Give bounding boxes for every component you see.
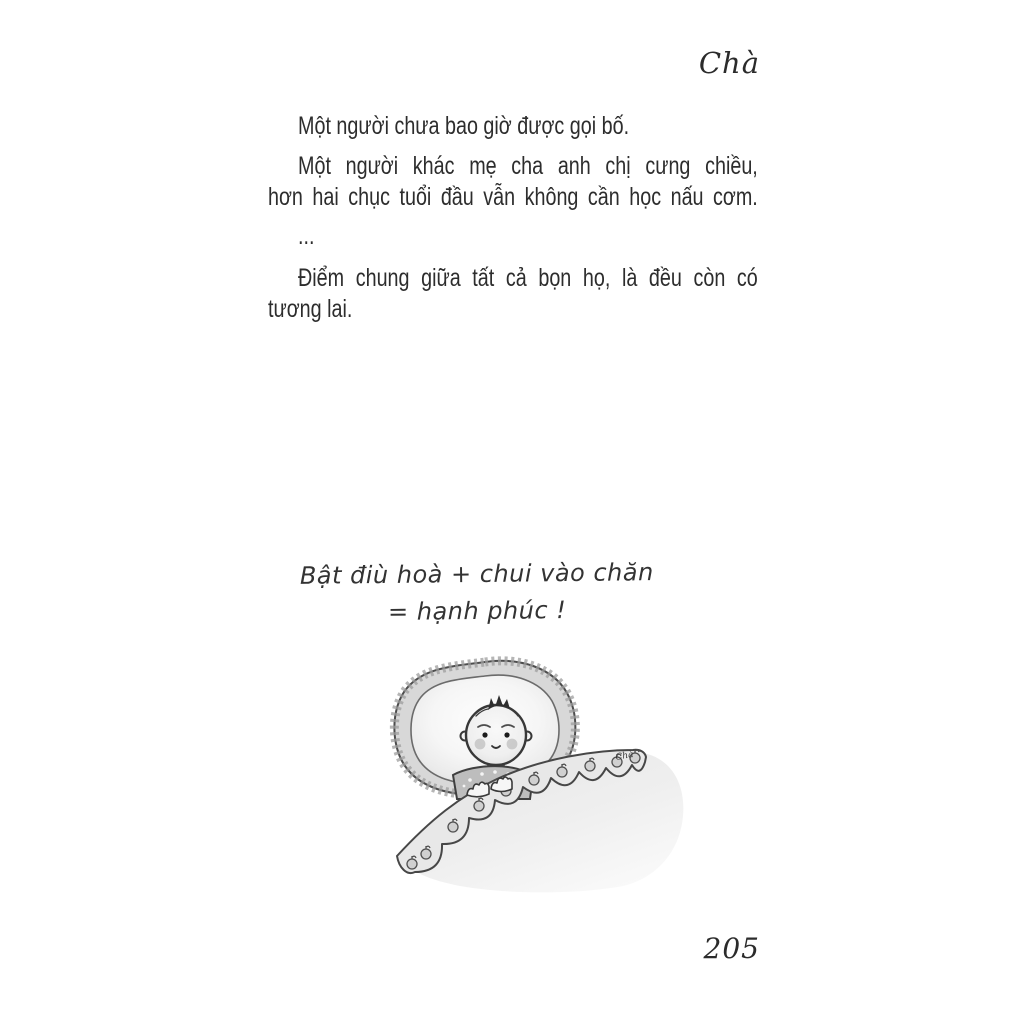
left-cheek [475, 739, 486, 750]
body-text-block [268, 111, 758, 325]
handwritten-caption [287, 554, 668, 632]
right-eye [504, 732, 509, 737]
caption-line-2: = hạnh phúc ! [387, 596, 567, 626]
caption-line-1: Bật điù hoà + chui vào chăn [299, 558, 654, 590]
page-number: 205 [703, 932, 760, 965]
running-header: Chà [698, 46, 760, 80]
baby-in-bed-illustration [385, 648, 785, 893]
body-line-2: Một người khác mẹ cha anh chị cưng chiều, [298, 152, 758, 180]
ellipsis-line: ... [298, 222, 315, 250]
right-cheek [507, 739, 518, 750]
body-line-1: Một người chưa bao giờ được gọi bố. [298, 112, 630, 140]
left-eye [482, 732, 487, 737]
body-line-3: hơn hai chục tuổi đầu vẫn không cần học nấu cơm. [268, 183, 758, 211]
body-line-5: tương lai. [268, 295, 353, 323]
illustration-signature: Chà [614, 749, 635, 763]
body-line-4: Điểm chung giữa tất cả bọn họ, là đều còn có [298, 264, 758, 292]
